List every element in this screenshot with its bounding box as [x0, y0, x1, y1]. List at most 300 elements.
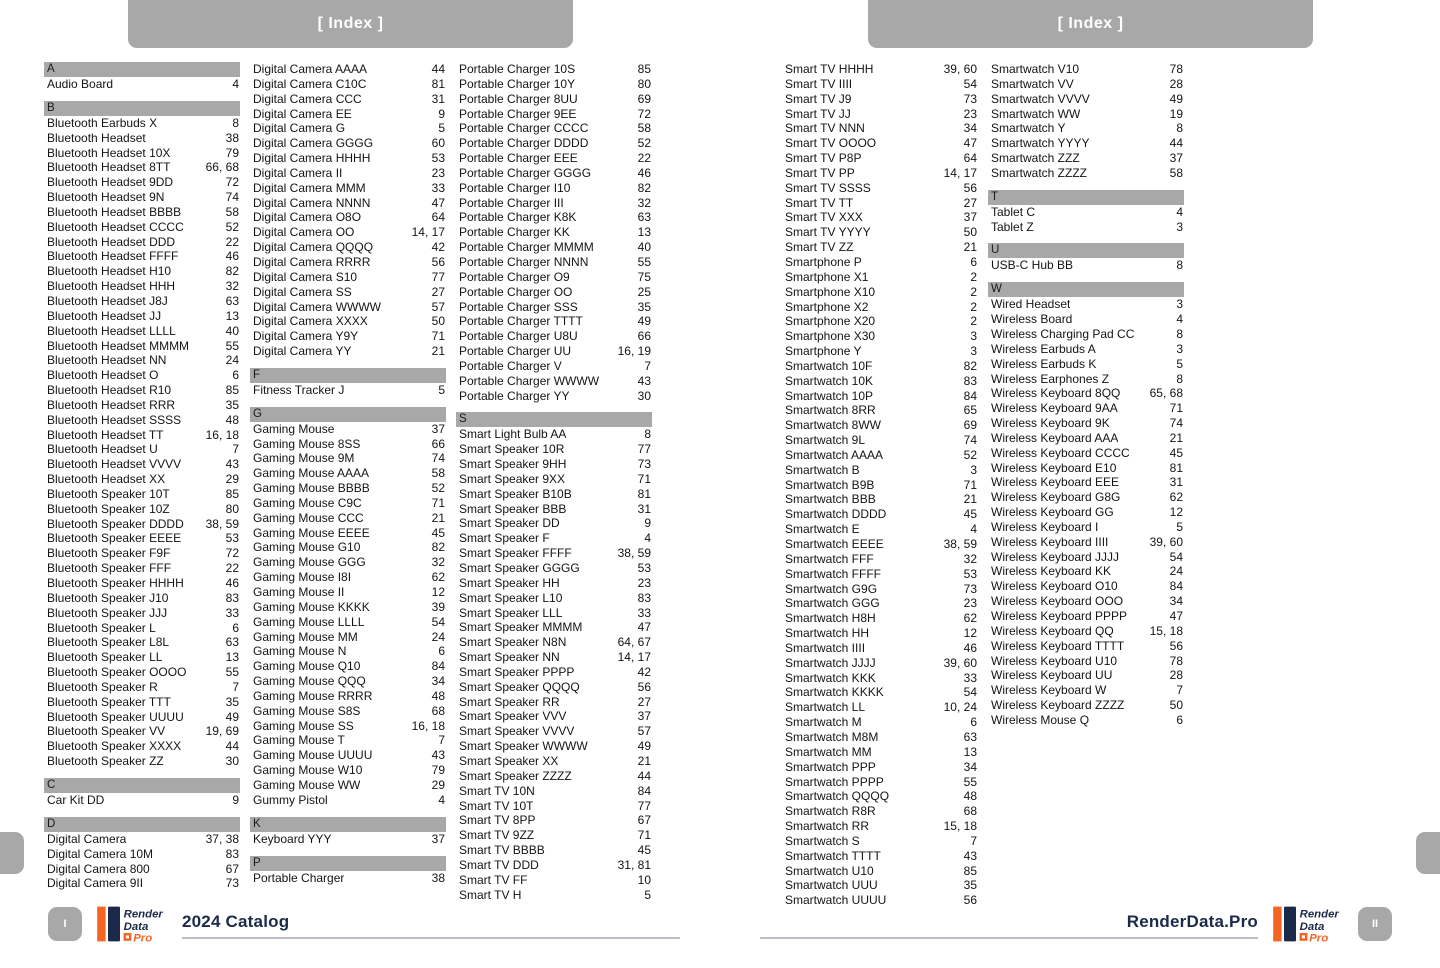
index-entry[interactable] — [44, 531, 240, 546]
index-entry[interactable] — [250, 466, 446, 481]
index-entry[interactable] — [782, 507, 978, 522]
index-entry-pages: 56 — [1169, 638, 1183, 653]
index-entry[interactable] — [44, 249, 240, 264]
index-entry[interactable] — [250, 704, 446, 719]
index-entry[interactable] — [782, 656, 978, 671]
index-entry-pages: 54 — [963, 76, 977, 91]
index-entry-pages: 58 — [431, 466, 445, 481]
index-entry[interactable] — [456, 516, 652, 531]
index-entry[interactable] — [782, 151, 978, 166]
index-entry[interactable] — [250, 77, 446, 92]
index-entry[interactable] — [988, 609, 1184, 624]
index-entry-pages: 46 — [963, 640, 977, 655]
index-entry-pages: 38, 59 — [943, 537, 977, 551]
index-entry[interactable] — [782, 685, 978, 700]
index-entry[interactable] — [988, 698, 1184, 713]
index-entry-pages: 71 — [637, 828, 651, 843]
index-entry[interactable] — [988, 357, 1184, 372]
index-entry[interactable] — [456, 606, 652, 621]
index-entry[interactable] — [782, 582, 978, 597]
index-entry[interactable] — [456, 210, 652, 225]
index-entry[interactable] — [988, 62, 1184, 77]
index-entry[interactable] — [44, 264, 240, 279]
index-entry[interactable] — [44, 487, 240, 502]
index-entry[interactable] — [250, 496, 446, 511]
index-entry[interactable] — [456, 576, 652, 591]
index-entry[interactable] — [456, 181, 652, 196]
index-entry[interactable] — [250, 62, 446, 77]
index-entry-pages: 23 — [963, 106, 977, 121]
index-entry[interactable] — [44, 517, 240, 532]
index-entry[interactable] — [44, 472, 240, 487]
index-entry-label: Digital Camera CCC — [253, 91, 362, 106]
index-entry-pages: 5 — [1176, 356, 1183, 371]
index-entry[interactable] — [250, 329, 446, 344]
index-entry[interactable] — [988, 668, 1184, 683]
index-entry-label: Bluetooth Headset VVVV — [47, 457, 182, 472]
index-entry[interactable] — [988, 446, 1184, 461]
index-entry[interactable] — [250, 526, 446, 541]
index-entry[interactable] — [782, 492, 978, 507]
index-entry[interactable] — [456, 240, 652, 255]
index-entry[interactable] — [782, 329, 978, 344]
index-entry-pages: 83 — [637, 590, 651, 605]
index-entry[interactable] — [782, 567, 978, 582]
index-entry[interactable] — [988, 77, 1184, 92]
index-entry[interactable] — [456, 442, 652, 457]
index-entry[interactable] — [456, 389, 652, 404]
index-entry[interactable] — [782, 107, 978, 122]
index-entry[interactable] — [782, 626, 978, 641]
index-entry[interactable] — [44, 235, 240, 250]
index-entry[interactable] — [782, 819, 978, 834]
index-entry[interactable] — [44, 442, 240, 457]
index-entry[interactable] — [44, 724, 240, 739]
index-entry-pages: 4 — [1176, 204, 1183, 219]
index-entry[interactable] — [782, 418, 978, 433]
index-entry[interactable] — [250, 511, 446, 526]
index-entry-pages: 31 — [431, 91, 445, 106]
index-entry[interactable] — [250, 210, 446, 225]
index-entry-pages: 81 — [637, 486, 651, 501]
index-entry-label: Smartphone X20 — [785, 314, 876, 329]
index-entry[interactable] — [988, 107, 1184, 122]
index-entry[interactable] — [44, 339, 240, 354]
index-entry[interactable] — [988, 579, 1184, 594]
index-entry-pages: 42 — [431, 240, 445, 255]
index-entry[interactable] — [782, 448, 978, 463]
index-entry[interactable] — [988, 386, 1184, 401]
index-entry[interactable] — [988, 92, 1184, 107]
index-entry[interactable] — [988, 550, 1184, 565]
index-entry[interactable] — [44, 175, 240, 190]
index-entry[interactable] — [988, 166, 1184, 181]
index-entry-label: Portable Charger KK — [459, 225, 570, 240]
index-entry[interactable] — [782, 730, 978, 745]
index-entry[interactable] — [44, 131, 240, 146]
index-entry[interactable] — [250, 630, 446, 645]
index-entry[interactable] — [456, 427, 652, 442]
index-entry[interactable] — [44, 160, 240, 175]
index-entry[interactable] — [250, 344, 446, 359]
index-entry[interactable] — [782, 300, 978, 315]
index-entry[interactable] — [456, 620, 652, 635]
index-entry[interactable] — [782, 196, 978, 211]
index-entry[interactable] — [250, 763, 446, 778]
index-entry[interactable] — [782, 745, 978, 760]
index-entry-pages: 45 — [1169, 445, 1183, 460]
index-entry[interactable] — [988, 639, 1184, 654]
index-entry[interactable] — [456, 62, 652, 77]
index-entry[interactable] — [250, 555, 446, 570]
index-entry[interactable] — [988, 372, 1184, 387]
index-entry[interactable] — [782, 270, 978, 285]
index-entry[interactable] — [250, 181, 446, 196]
index-entry[interactable] — [250, 540, 446, 555]
index-entry-pages: 38, 59 — [617, 546, 651, 561]
index-entry-pages: 52 — [637, 136, 651, 151]
index-entry[interactable] — [44, 146, 240, 161]
index-entry[interactable] — [782, 136, 978, 151]
index-entry[interactable] — [456, 285, 652, 300]
index-entry-label: Portable Charger III — [459, 195, 564, 210]
index-entry[interactable] — [782, 433, 978, 448]
index-entry[interactable] — [456, 709, 652, 724]
index-entry[interactable] — [782, 344, 978, 359]
index-entry-label: Wireless Keyboard O10 — [991, 579, 1118, 594]
index-entry[interactable] — [250, 196, 446, 211]
index-entry[interactable] — [988, 713, 1184, 728]
index-entry[interactable] — [456, 374, 652, 389]
index-entry[interactable] — [250, 121, 446, 136]
index-entry[interactable] — [44, 116, 240, 131]
index-entry-pages: 49 — [637, 739, 651, 754]
index-entry[interactable] — [782, 463, 978, 478]
index-entry[interactable] — [44, 621, 240, 636]
index-entry-label: Digital Camera 800 — [47, 861, 150, 876]
index-entry[interactable] — [782, 760, 978, 775]
index-entry-label: Wireless Keyboard AAA — [991, 430, 1119, 445]
index-entry-label: Bluetooth Earbuds X — [47, 115, 158, 130]
index-entry[interactable] — [988, 151, 1184, 166]
index-entry[interactable] — [44, 680, 240, 695]
index-entry[interactable] — [44, 220, 240, 235]
index-entry[interactable] — [44, 457, 240, 472]
index-entry[interactable] — [456, 344, 652, 359]
index-entry[interactable] — [782, 641, 978, 656]
index-entry[interactable] — [44, 876, 240, 891]
index-entry[interactable] — [250, 383, 446, 398]
index-entry[interactable] — [988, 505, 1184, 520]
index-entry[interactable] — [250, 422, 446, 437]
index-entry[interactable] — [250, 451, 446, 466]
index-entry[interactable] — [782, 255, 978, 270]
index-entry[interactable] — [456, 196, 652, 211]
index-entry[interactable] — [456, 136, 652, 151]
index-entry[interactable] — [456, 799, 652, 814]
index-entry[interactable] — [782, 166, 978, 181]
index-entry[interactable] — [782, 789, 978, 804]
index-entry[interactable] — [456, 739, 652, 754]
index-entry[interactable] — [456, 472, 652, 487]
index-entry[interactable] — [250, 674, 446, 689]
index-entry[interactable] — [988, 342, 1184, 357]
index-entry[interactable] — [456, 121, 652, 136]
index-entry[interactable] — [782, 804, 978, 819]
index-entry[interactable] — [456, 828, 652, 843]
index-entry[interactable] — [988, 654, 1184, 669]
index-entry[interactable] — [250, 644, 446, 659]
index-entry[interactable] — [44, 294, 240, 309]
index-entry[interactable] — [456, 107, 652, 122]
index-entry[interactable] — [988, 297, 1184, 312]
index-entry[interactable] — [782, 62, 978, 77]
index-entry-label: Bluetooth Headset J8J — [47, 293, 168, 308]
index-entry[interactable] — [456, 502, 652, 517]
index-entry[interactable] — [456, 635, 652, 650]
index-entry[interactable] — [44, 398, 240, 413]
index-entry[interactable] — [782, 522, 978, 537]
index-entry[interactable] — [44, 576, 240, 591]
index-entry[interactable] — [988, 312, 1184, 327]
index-entry[interactable] — [782, 715, 978, 730]
index-entry[interactable] — [782, 359, 978, 374]
index-entry[interactable] — [44, 324, 240, 339]
index-entry[interactable] — [456, 166, 652, 181]
index-entry[interactable] — [456, 695, 652, 710]
index-entry[interactable] — [782, 864, 978, 879]
index-entry[interactable] — [456, 487, 652, 502]
index-entry-label: Bluetooth Headset O — [47, 368, 159, 383]
index-entry-label: Bluetooth Headset H10 — [47, 264, 172, 279]
index-entry[interactable] — [250, 689, 446, 704]
index-entry[interactable] — [782, 596, 978, 611]
index-entry[interactable] — [456, 255, 652, 270]
index-entry-label: Portable Charger SSS — [459, 299, 578, 314]
index-entry[interactable] — [456, 77, 652, 92]
index-entry[interactable] — [988, 220, 1184, 235]
index-entry[interactable] — [44, 606, 240, 621]
index-entry[interactable] — [782, 374, 978, 389]
index-entry[interactable] — [44, 650, 240, 665]
index-entry[interactable] — [44, 847, 240, 862]
index-entry[interactable] — [988, 520, 1184, 535]
index-entry[interactable] — [44, 279, 240, 294]
index-entry-pages: 69 — [637, 91, 651, 106]
index-entry-pages: 46 — [225, 249, 239, 264]
index-entry[interactable] — [988, 258, 1184, 273]
index-entry[interactable] — [250, 225, 446, 240]
index-entry[interactable] — [250, 570, 446, 585]
index-entry[interactable] — [456, 754, 652, 769]
index-entry[interactable] — [456, 858, 652, 873]
index-entry[interactable] — [44, 368, 240, 383]
left-edge-tab[interactable] — [0, 832, 24, 874]
index-entry[interactable] — [250, 285, 446, 300]
index-entry-pages: 2 — [970, 284, 977, 299]
index-entry[interactable] — [250, 136, 446, 151]
index-entry[interactable] — [782, 285, 978, 300]
index-entry[interactable] — [456, 531, 652, 546]
index-entry[interactable] — [250, 314, 446, 329]
index-entry[interactable] — [782, 403, 978, 418]
index-entry[interactable] — [250, 107, 446, 122]
index-entry[interactable] — [250, 832, 446, 847]
index-entry[interactable] — [988, 475, 1184, 490]
index-entry[interactable] — [782, 77, 978, 92]
index-entry[interactable] — [250, 585, 446, 600]
index-entry-pages: 3 — [1176, 219, 1183, 234]
index-entry[interactable] — [44, 695, 240, 710]
index-entry[interactable] — [44, 546, 240, 561]
index-entry[interactable] — [44, 793, 240, 808]
index-entry[interactable] — [988, 121, 1184, 136]
index-entry-label: Gaming Mouse I8I — [253, 570, 352, 585]
index-entry[interactable] — [44, 635, 240, 650]
index-entry-label: Smartwatch WW — [991, 106, 1081, 121]
index-entry[interactable] — [250, 600, 446, 615]
index-entry[interactable] — [456, 813, 652, 828]
index-entry[interactable] — [456, 457, 652, 472]
index-entry[interactable] — [988, 327, 1184, 342]
index-entry[interactable] — [988, 205, 1184, 220]
index-entry[interactable] — [456, 665, 652, 680]
index-entry[interactable] — [44, 754, 240, 769]
index-entry[interactable] — [988, 535, 1184, 550]
index-entry[interactable] — [44, 832, 240, 847]
index-entry[interactable] — [250, 437, 446, 452]
index-entry[interactable] — [44, 77, 240, 92]
index-entry[interactable] — [782, 834, 978, 849]
index-entry[interactable] — [456, 225, 652, 240]
index-entry[interactable] — [782, 775, 978, 790]
index-entry[interactable] — [782, 537, 978, 552]
index-entry[interactable] — [988, 136, 1184, 151]
index-entry[interactable] — [250, 778, 446, 793]
index-entry[interactable] — [782, 611, 978, 626]
index-entry[interactable] — [456, 546, 652, 561]
index-entry-pages: 47 — [963, 136, 977, 151]
index-entry-label: Smartwatch BBB — [785, 492, 876, 507]
index-entry[interactable] — [782, 552, 978, 567]
index-entry-pages: 71 — [963, 477, 977, 492]
index-entry[interactable] — [44, 309, 240, 324]
index-entry[interactable] — [782, 181, 978, 196]
index-entry[interactable] — [782, 240, 978, 255]
index-entry[interactable] — [250, 151, 446, 166]
index-entry[interactable] — [456, 359, 652, 374]
index-entry[interactable] — [782, 225, 978, 240]
index-entry[interactable] — [250, 270, 446, 285]
index-entry-label: Portable Charger EEE — [459, 151, 578, 166]
index-entry[interactable] — [782, 671, 978, 686]
index-entry[interactable] — [988, 490, 1184, 505]
index-entry[interactable] — [44, 862, 240, 877]
index-entry[interactable] — [44, 710, 240, 725]
index-entry[interactable] — [44, 413, 240, 428]
index-entry[interactable] — [250, 615, 446, 630]
index-entry[interactable] — [250, 748, 446, 763]
index-entry[interactable] — [456, 784, 652, 799]
index-entry[interactable] — [988, 401, 1184, 416]
index-entry[interactable] — [44, 739, 240, 754]
index-entry[interactable] — [44, 665, 240, 680]
index-entry[interactable] — [44, 502, 240, 517]
index-entry[interactable] — [456, 151, 652, 166]
index-entry[interactable] — [782, 878, 978, 893]
index-entry[interactable] — [250, 300, 446, 315]
index-entry-label: Gaming Mouse N — [253, 644, 347, 659]
index-entry[interactable] — [250, 166, 446, 181]
index-entry[interactable] — [988, 461, 1184, 476]
index-entry[interactable] — [782, 389, 978, 404]
index-entry-label: Portable Charger U8U — [459, 329, 578, 344]
index-entry[interactable] — [456, 724, 652, 739]
index-entry-pages: 38 — [225, 130, 239, 145]
index-entry[interactable] — [456, 561, 652, 576]
index-entry[interactable] — [250, 871, 446, 886]
index-entry[interactable] — [782, 92, 978, 107]
index-entry-pages: 55 — [963, 774, 977, 789]
index-entry[interactable] — [44, 205, 240, 220]
index-entry[interactable] — [44, 428, 240, 443]
index-entry-label: Wireless Keyboard UU — [991, 668, 1113, 683]
index-entry[interactable] — [988, 416, 1184, 431]
index-entry[interactable] — [456, 843, 652, 858]
index-entry-label: Bluetooth Speaker VV — [47, 724, 166, 739]
index-entry[interactable] — [456, 314, 652, 329]
index-entry[interactable] — [456, 92, 652, 107]
index-entry[interactable] — [44, 190, 240, 205]
index-entry[interactable] — [456, 873, 652, 888]
index-entry[interactable] — [44, 591, 240, 606]
index-entry[interactable] — [988, 594, 1184, 609]
index-entry[interactable] — [250, 92, 446, 107]
index-entry[interactable] — [44, 561, 240, 576]
index-entry[interactable] — [44, 383, 240, 398]
index-entry[interactable] — [782, 121, 978, 136]
index-entry-pages: 57 — [637, 724, 651, 739]
index-entry[interactable] — [782, 849, 978, 864]
index-entry[interactable] — [456, 270, 652, 285]
index-entry[interactable] — [456, 300, 652, 315]
index-entry[interactable] — [988, 564, 1184, 579]
index-entry[interactable] — [988, 624, 1184, 639]
index-entry-label: Smartwatch IIII — [785, 640, 866, 655]
index-entry[interactable] — [456, 769, 652, 784]
index-entry[interactable] — [250, 255, 446, 270]
index-entry[interactable] — [782, 478, 978, 493]
index-entry-label: Smartwatch KKKK — [785, 685, 884, 700]
index-entry[interactable] — [456, 329, 652, 344]
index-entry[interactable] — [250, 481, 446, 496]
index-entry[interactable] — [44, 353, 240, 368]
index-entry[interactable] — [456, 591, 652, 606]
index-entry[interactable] — [782, 700, 978, 715]
index-entry[interactable] — [456, 680, 652, 695]
index-entry[interactable] — [782, 210, 978, 225]
index-entry-label: Keyboard YYY — [253, 831, 332, 846]
index-entry[interactable] — [250, 659, 446, 674]
index-entry[interactable] — [250, 733, 446, 748]
index-entry[interactable] — [250, 793, 446, 808]
index-entry[interactable] — [988, 683, 1184, 698]
index-entry[interactable] — [250, 240, 446, 255]
index-entry[interactable] — [456, 650, 652, 665]
index-entry[interactable] — [782, 314, 978, 329]
index-entry[interactable] — [250, 719, 446, 734]
index-entry[interactable] — [988, 431, 1184, 446]
